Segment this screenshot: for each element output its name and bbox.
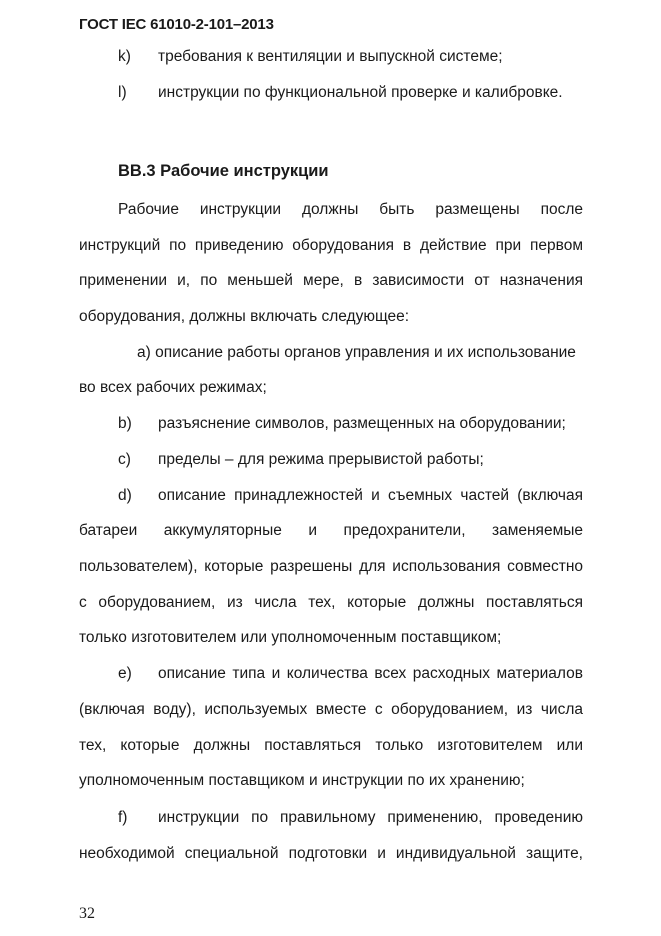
intro-line-3: применении и, по меньшей мере, в зависимости от назначения [79,272,583,289]
intro-line-4: оборудования, должны включать следующее: [79,308,410,325]
item-b-text: разъяснение символов, размещенных на оборудовании; [158,415,566,432]
item-d-line-5: только изготовителем или уполномоченным поставщиком; [79,629,502,646]
item-a-line-2: во всех рабочих режимах; [79,379,267,396]
item-c-label: c) [118,451,131,468]
page-number: 32 [79,905,95,922]
item-f-line-2: необходимой специальной подготовки и индивидуальной защите, [79,845,583,862]
item-d-label: d) [118,487,132,504]
intro-line-2: инструкций по приведению оборудования в действие при первом [79,237,583,254]
item-e-label: e) [118,665,132,682]
item-d-line-4: с оборудованием, из числа тех, которые должны поставляться [79,594,583,611]
item-f-label: f) [118,809,128,826]
item-f-first-line: инструкции по правильному применению, проведению [158,809,583,826]
item-c-text: пределы – для режима прерывистой работы; [158,451,484,468]
intro-line-1: Рабочие инструкции должны быть размещены после [118,201,583,218]
item-a-line-1: а) описание работы органов управления и их использование [137,344,576,361]
document-header: ГОСТ IEC 61010-2-101–2013 [79,16,274,33]
list-text-k: требования к вентиляции и выпускной системе; [158,48,503,65]
item-e-line-3: тех, которые должны поставляться только изготовителем или [79,737,583,754]
item-d-first-line: описание принадлежностей и съемных частей (включая [158,487,583,504]
item-d-line-2: батареи аккумуляторные и предохранители, заменяемые [79,522,583,539]
item-b-label: b) [118,415,132,432]
item-e-line-2: (включая воду), используемых вместе с оборудованием, из числа [79,701,583,718]
list-text-l: инструкции по функциональной проверке и калибровке. [158,84,563,101]
item-d-line-3: пользователем), которые разрешены для использования совместно [79,558,583,575]
item-e-first-line: описание типа и количества всех расходных материалов [158,665,583,682]
list-label-l: l) [118,84,127,101]
list-label-k: k) [118,48,131,65]
item-e-line-4: уполномоченным поставщиком и инструкции по их хранению; [79,772,525,789]
section-title: ВВ.3 Рабочие инструкции [118,162,329,180]
